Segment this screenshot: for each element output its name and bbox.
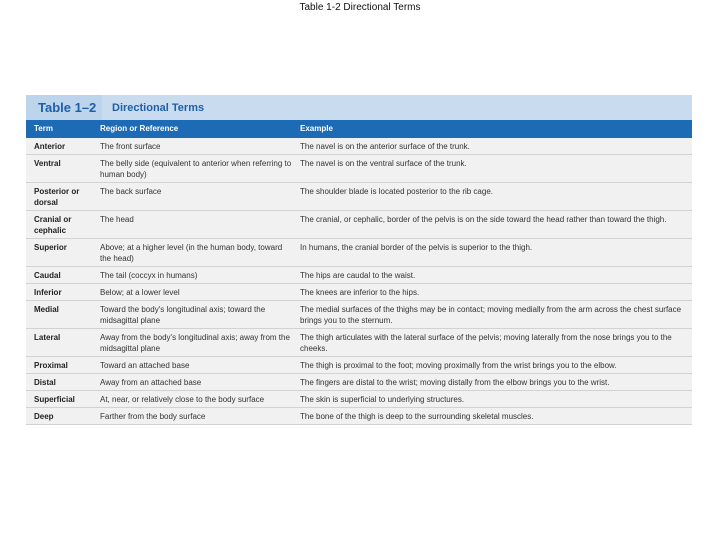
example-cell: The thigh is proximal to the foot; moving proximally from the wrist brings you to the elbow.: [300, 361, 617, 370]
region-cell: The tail (coccyx in humans): [100, 271, 198, 280]
region-cell: The back surface: [100, 187, 162, 196]
example-cell: The bone of the thigh is deep to the surrounding skeletal muscles.: [300, 412, 534, 421]
term-cell: Posterior or dorsal: [34, 187, 80, 207]
table-row: [26, 211, 692, 239]
term-cell: Deep: [34, 412, 54, 421]
example-cell: The hips are caudal to the waist.: [300, 271, 416, 280]
example-cell: The knees are inferior to the hips.: [300, 288, 420, 297]
term-cell: Ventral: [34, 159, 61, 168]
table-body: [26, 138, 692, 425]
example-cell: The navel is on the anterior surface of the trunk.: [300, 142, 470, 151]
example-cell: The medial surfaces of the thighs may be in contact; moving medially from the arm across the chest surface brings you to the sternum.: [300, 305, 682, 325]
region-cell: Below; at a lower level: [100, 288, 180, 297]
table-row: [26, 155, 692, 183]
column-header-row: [26, 120, 692, 138]
region-cell: Away from the body's longitudinal axis; away from the midsagittal plane: [100, 333, 290, 353]
table-title: Directional Terms: [112, 101, 205, 114]
directional-terms-table: [26, 95, 692, 425]
term-cell: Cranial or cephalic: [34, 215, 72, 235]
term-cell: Anterior: [34, 142, 66, 151]
example-cell: The cranial, or cephalic, border of the pelvis is on the side toward the head rather than toward the thigh.: [300, 215, 667, 224]
column-header-term: Term: [34, 124, 53, 133]
region-cell: The head: [100, 215, 134, 224]
table-number: Table 1–2: [26, 95, 102, 120]
example-cell: The skin is superficial to underlying structures.: [300, 395, 465, 404]
term-cell: Inferior: [34, 288, 62, 297]
table-row: [26, 239, 692, 267]
column-header-example: Example: [300, 124, 333, 133]
table-row: [26, 408, 692, 425]
term-cell: Caudal: [34, 271, 61, 280]
example-cell: In humans, the cranial border of the pelvis is superior to the thigh.: [300, 243, 533, 252]
slide-title: Table 1-2 Directional Terms: [299, 2, 421, 13]
table-row: [26, 391, 692, 408]
example-cell: The navel is on the ventral surface of the trunk.: [300, 159, 467, 168]
example-cell: The shoulder blade is located posterior to the rib cage.: [300, 187, 494, 196]
table-row: [26, 301, 692, 329]
region-cell: Away from an attached base: [100, 378, 202, 387]
region-cell: The front surface: [100, 142, 161, 151]
region-cell: Toward the body's longitudinal axis; toward the midsagittal plane: [100, 305, 266, 325]
region-cell: At, near, or relatively close to the body surface: [100, 395, 265, 404]
table-row: [26, 183, 692, 211]
table-caption: [26, 95, 692, 120]
table-row: [26, 357, 692, 374]
term-cell: Superior: [34, 243, 67, 252]
column-header-region: Region or Reference: [100, 124, 179, 133]
table-row: [26, 138, 692, 155]
region-cell: Farther from the body surface: [100, 412, 206, 421]
term-cell: Superficial: [34, 395, 75, 404]
table-row: [26, 374, 692, 391]
term-cell: Distal: [34, 378, 56, 387]
term-cell: Proximal: [34, 361, 68, 370]
table-row: [26, 329, 692, 357]
table-row: [26, 267, 692, 284]
table-row: [26, 284, 692, 301]
region-cell: Toward an attached base: [100, 361, 190, 370]
example-cell: The fingers are distal to the wrist; moving distally from the elbow brings you to the wrist.: [300, 378, 610, 387]
region-cell: The belly side (equivalent to anterior when referring to human body): [100, 159, 292, 179]
term-cell: Lateral: [34, 333, 61, 342]
example-cell: The thigh articulates with the lateral surface of the pelvis; moving laterally from the nose brings you to the cheeks.: [300, 333, 672, 353]
region-cell: Above; at a higher level (in the human body, toward the head): [100, 243, 283, 263]
term-cell: Medial: [34, 305, 59, 314]
